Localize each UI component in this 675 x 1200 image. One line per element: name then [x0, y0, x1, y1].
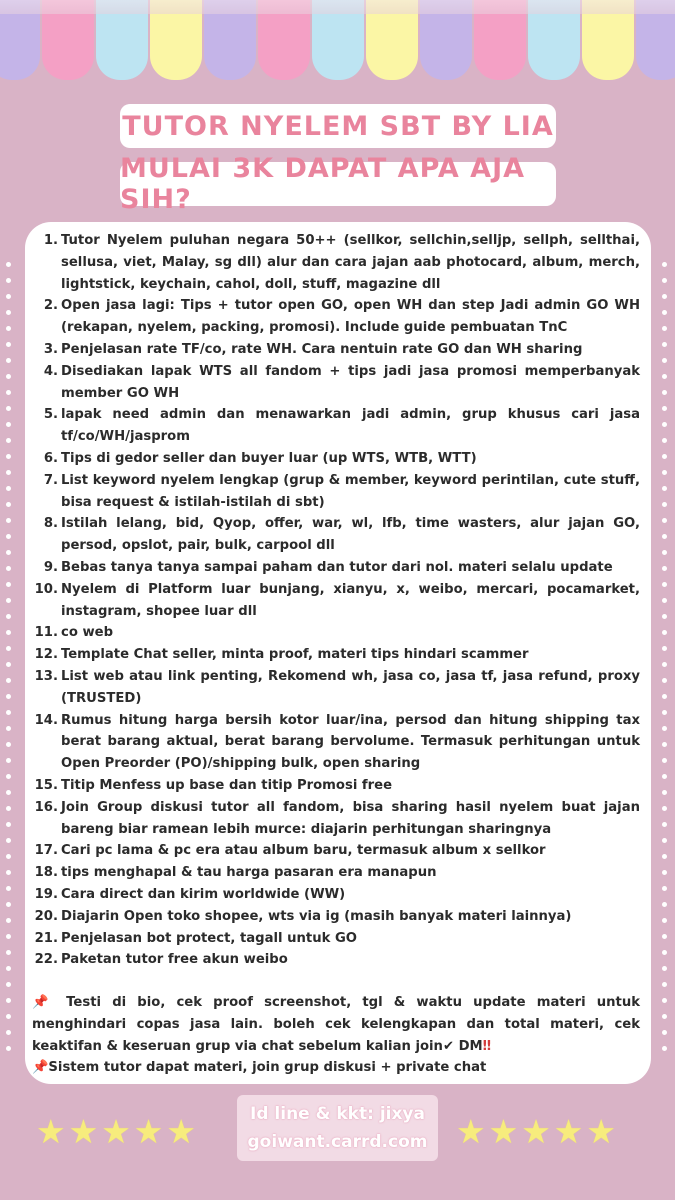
border-dot [662, 406, 667, 411]
note-system [32, 1057, 640, 1079]
border-dot [662, 646, 667, 651]
star-icon: ★ [36, 1112, 66, 1151]
list-item [32, 622, 640, 644]
border-dot [6, 742, 11, 747]
list-item [32, 404, 640, 448]
border-dot [6, 902, 11, 907]
border-dot [662, 1046, 667, 1051]
list-item [32, 906, 640, 928]
pin-icon: 📌 [32, 995, 55, 1010]
border-dot [662, 438, 667, 443]
border-dot [6, 630, 11, 635]
notes-section [32, 992, 640, 1079]
border-dot [6, 1030, 11, 1035]
border-dot [6, 998, 11, 1003]
list-item-text: Cari pc lama & pc era atau album baru, termasuk album x sellkor [61, 843, 546, 859]
list-item [32, 339, 640, 361]
border-dot [6, 294, 11, 299]
note-testimony [32, 992, 640, 1057]
border-dot [6, 342, 11, 347]
page-subtitle: MULAI 3K DAPAT APA AJA SIH? [120, 153, 526, 215]
border-dot [6, 934, 11, 939]
border-dot [6, 774, 11, 779]
list-item [32, 862, 640, 884]
list-item-number: 5. [43, 407, 58, 423]
list-item [32, 710, 640, 775]
star-icon: ★ [586, 1112, 616, 1151]
border-dot [662, 806, 667, 811]
border-dot [6, 550, 11, 555]
awning-banner [0, 0, 675, 92]
list-item-number: 15. [34, 777, 58, 793]
border-dot [6, 486, 11, 491]
stars-left [36, 1112, 199, 1152]
border-dot [6, 534, 11, 539]
check-icon: ✔ [442, 1038, 455, 1054]
border-dot [6, 582, 11, 587]
note-system-text: Sistem tutor dapat materi, join grup diskusi + private chat [48, 1060, 487, 1076]
border-dot [662, 374, 667, 379]
star-icon: ★ [521, 1112, 551, 1151]
list-item-number: 19. [34, 886, 58, 902]
tutorial-list [32, 230, 640, 971]
list-item [32, 361, 640, 405]
list-item [32, 579, 640, 623]
star-icon: ★ [166, 1112, 196, 1151]
border-dot [6, 710, 11, 715]
border-dot [6, 870, 11, 875]
list-item [32, 513, 640, 557]
border-dot [662, 582, 667, 587]
border-dot [6, 438, 11, 443]
list-item-text: Tips di gedor seller dan buyer luar (up WTS, WTB, WTT) [61, 450, 477, 466]
border-dot [6, 326, 11, 331]
list-item-text: lapak need admin dan menawarkan jadi admin, grup khusus cari jasa tf/co/WH/jasprom [61, 407, 640, 445]
border-dot [662, 550, 667, 555]
border-dot [662, 742, 667, 747]
note-dm-text: DM [454, 1038, 483, 1054]
border-dot [662, 358, 667, 363]
border-dot [662, 902, 667, 907]
border-dot [6, 614, 11, 619]
list-item-text: tips menghapal & tau harga pasaran era manapun [61, 865, 437, 881]
border-dot [6, 358, 11, 363]
list-item-text: co web [61, 625, 114, 641]
border-dot [662, 918, 667, 923]
list-item-text: Open jasa lagi: Tips + tutor open GO, open WH dan step Jadi admin GO WH (rekapan, nyelem, packing, promosi). Include guide pembuatan TnC [61, 298, 640, 336]
border-dot [6, 390, 11, 395]
awning-top-edge [0, 0, 675, 14]
border-dot [6, 694, 11, 699]
list-item-number: 6. [43, 450, 58, 466]
border-dot [662, 662, 667, 667]
border-dot [662, 422, 667, 427]
border-dot [6, 854, 11, 859]
list-item-text: Tutor Nyelem puluhan negara 50++ (sellkor, sellchin,selljp, sellph, sellthai, sellusa, viet, Malay, sg dll) alur dan cara jajan aab photocard, album, merch, lightstick, keychain, cahol, doll, stuff, magazine dll [61, 233, 640, 292]
list-item [32, 470, 640, 514]
star-icon: ★ [101, 1112, 131, 1151]
list-item-number: 17. [34, 843, 58, 859]
border-dot [6, 502, 11, 507]
border-dot [6, 406, 11, 411]
border-dot [6, 422, 11, 427]
list-item-text: Disediakan lapak WTS all fandom + tips jadi jasa promosi memperbanyak member GO WH [61, 363, 640, 401]
border-dot [662, 1014, 667, 1019]
star-icon: ★ [488, 1112, 519, 1151]
border-dot [6, 678, 11, 683]
list-item-number: 8. [43, 516, 58, 532]
title-banner-2 [120, 153, 556, 215]
border-dot [662, 726, 667, 731]
list-item-number: 1. [43, 233, 58, 248]
list-item-text: Penjelasan rate TF/co, rate WH. Cara nentuin rate GO dan WH sharing [61, 341, 583, 357]
list-item-number: 11. [34, 625, 58, 641]
border-dot [662, 310, 667, 315]
list-item [32, 295, 640, 339]
star-icon: ★ [68, 1112, 99, 1151]
dot-border-right [660, 262, 670, 1062]
border-dot [6, 278, 11, 283]
border-dot [6, 262, 11, 267]
website-link[interactable]: goiwant.carrd.com [247, 1132, 428, 1152]
list-item-text: Bebas tanya tanya sampai paham dan tutor dari nol. materi selalu update [61, 559, 613, 575]
list-item [32, 884, 640, 906]
border-dot [6, 726, 11, 731]
list-item-number: 16. [34, 799, 58, 815]
border-dot [6, 662, 11, 667]
star-icon: ★ [553, 1112, 584, 1151]
list-item-text: Istilah lelang, bid, Qyop, offer, war, wl, lfb, time wasters, alur jajan GO, persod, opslot, pair, bulk, carpool dll [61, 516, 640, 554]
border-dot [6, 918, 11, 923]
border-dot [662, 870, 667, 875]
border-dot [662, 534, 667, 539]
border-dot [662, 774, 667, 779]
list-item-text: Join Group diskusi tutor all fandom, bisa sharing hasil nyelem buat jajan bareng biar ramean lebih murce: diajarin perhitungan sharingnya [61, 799, 640, 837]
page-title: TUTOR NYELEM SBT BY LIA [122, 110, 554, 142]
list-item-text: List web atau link penting, Rekomend wh, jasa co, jasa tf, jasa refund, proxy (TRUSTED) [61, 668, 640, 706]
border-dot [6, 566, 11, 571]
border-dot [662, 502, 667, 507]
list-item-text: Penjelasan bot protect, tagall untuk GO [61, 930, 358, 946]
list-item-text: Titip Menfess up base dan titip Promosi free [61, 777, 393, 793]
border-dot [6, 886, 11, 891]
border-dot [662, 854, 667, 859]
border-dot [6, 1046, 11, 1051]
border-dot [662, 694, 667, 699]
border-dot [662, 886, 667, 891]
border-dot [662, 262, 667, 267]
border-dot [6, 646, 11, 651]
pin-icon: 📌 [32, 1060, 49, 1076]
border-dot [6, 838, 11, 843]
border-dot [6, 470, 11, 475]
border-dot [662, 518, 667, 523]
list-item-number: 12. [34, 647, 58, 663]
border-dot [6, 822, 11, 827]
border-dot [662, 1030, 667, 1035]
list-item-number: 14. [34, 712, 58, 728]
list-item-number: 2. [43, 298, 58, 314]
border-dot [662, 294, 667, 299]
star-icon: ★ [456, 1112, 486, 1151]
border-dot [6, 966, 11, 971]
border-dot [662, 390, 667, 395]
list-item-number: 22. [34, 952, 58, 968]
border-dot [6, 806, 11, 811]
border-dot [6, 518, 11, 523]
border-dot [662, 966, 667, 971]
list-item-text: List keyword nyelem lengkap (grup & member, keyword perintilan, cute stuff, bisa request & istilah-istilah di sbt) [61, 472, 640, 510]
border-dot [662, 614, 667, 619]
list-item-text: Rumus hitung harga bersih kotor luar/ina, persod dan hitung shipping tax berat barang aktual, berat barang bervolume. Termasuk perhitungan untuk Open Preorder (PO)/shipping bulk, open sharing [61, 712, 640, 772]
border-dot [662, 678, 667, 683]
list-item-number: 10. [34, 581, 58, 597]
stars-right [456, 1112, 619, 1152]
border-dot [6, 454, 11, 459]
list-item [32, 840, 640, 862]
title-banner-1 [120, 104, 556, 148]
list-item-text: Paketan tutor free akun weibo [61, 952, 288, 968]
border-dot [6, 598, 11, 603]
list-item [32, 666, 640, 710]
border-dot [662, 758, 667, 763]
list-item-number: 13. [34, 668, 58, 684]
border-dot [662, 790, 667, 795]
list-item [32, 557, 640, 579]
list-item-number: 4. [43, 363, 58, 379]
double-exclamation-icon: ‼ [482, 1038, 491, 1054]
list-item-text: Template Chat seller, minta proof, materi tips hindari scammer [61, 647, 529, 663]
border-dot [6, 758, 11, 763]
list-item [32, 949, 640, 971]
list-item [32, 230, 640, 295]
list-item-number: 18. [34, 865, 58, 881]
border-dot [662, 470, 667, 475]
list-item-number: 9. [43, 559, 58, 575]
border-dot [662, 278, 667, 283]
border-dot [662, 822, 667, 827]
star-icon: ★ [133, 1112, 164, 1151]
border-dot [6, 950, 11, 955]
border-dot [6, 790, 11, 795]
border-dot [6, 310, 11, 315]
border-dot [662, 598, 667, 603]
list-item-text: Nyelem di Platform luar bunjang, xianyu, x, weibo, mercari, pocamarket, instagram, shopee luar dll [61, 581, 640, 619]
contact-box [237, 1095, 438, 1161]
border-dot [662, 326, 667, 331]
border-dot [6, 982, 11, 987]
list-item [32, 928, 640, 950]
border-dot [662, 934, 667, 939]
list-item [32, 797, 640, 841]
border-dot [662, 998, 667, 1003]
list-item-number: 20. [34, 908, 58, 924]
list-item [32, 644, 640, 666]
border-dot [662, 710, 667, 715]
border-dot [662, 982, 667, 987]
border-dot [662, 630, 667, 635]
list-item-text: Diajarin Open toko shopee, wts via ig (masih banyak materi lainnya) [61, 908, 572, 924]
list-item-number: 7. [43, 472, 58, 488]
border-dot [6, 1014, 11, 1019]
list-item-number: 3. [43, 341, 58, 357]
list-item-number: 21. [34, 930, 58, 946]
border-dot [662, 486, 667, 491]
note-testimony-text: Testi di bio, cek proof screenshot, tgl & waktu update materi untuk menghindari copas jasa lain. boleh cek kelengkapan dan total materi, cek keaktifan & keseruan grup via chat sebelum kalian join [32, 995, 641, 1054]
list-item [32, 448, 640, 470]
contact-id: Id line & kkt: jixya [250, 1104, 425, 1124]
list-item [32, 775, 640, 797]
border-dot [662, 566, 667, 571]
border-dot [662, 454, 667, 459]
border-dot [662, 342, 667, 347]
list-item-text: Cara direct dan kirim worldwide (WW) [61, 886, 346, 902]
border-dot [662, 950, 667, 955]
dot-border-left [4, 262, 14, 1062]
border-dot [662, 838, 667, 843]
border-dot [6, 374, 11, 379]
